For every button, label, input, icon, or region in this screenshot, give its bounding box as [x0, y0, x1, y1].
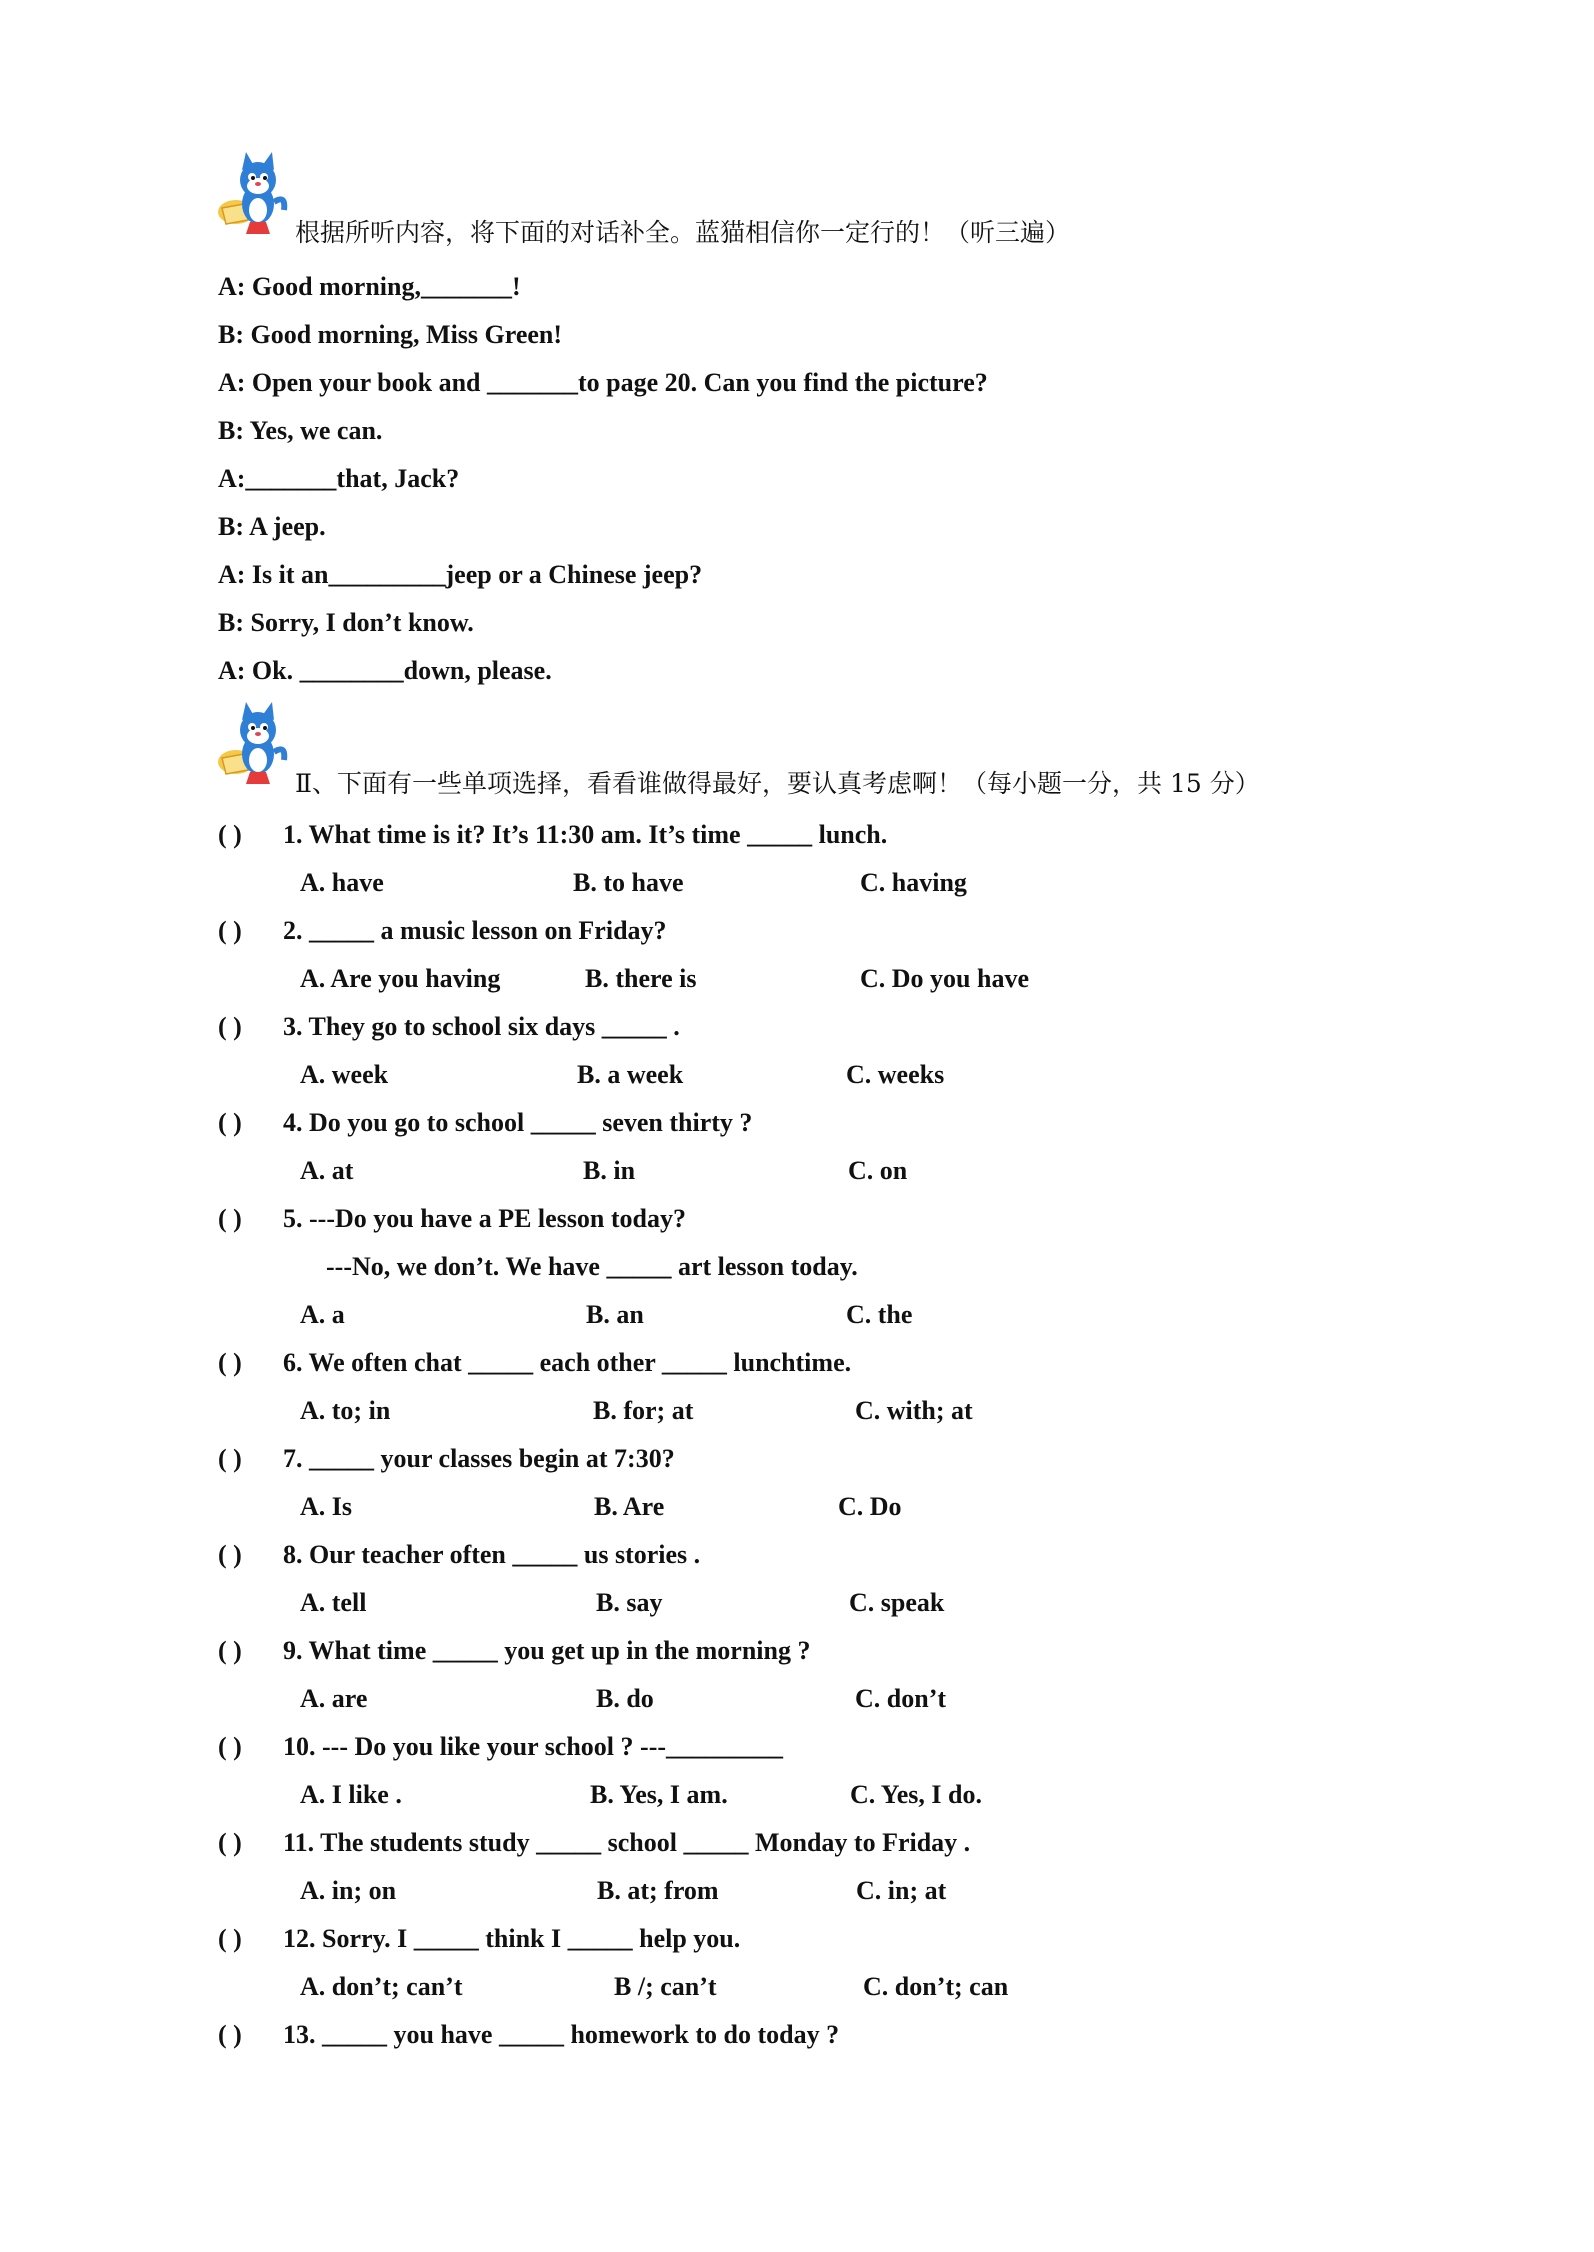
option-b: B. Yes, I am.	[590, 1780, 728, 1809]
dialogue-line: B: Good morning, Miss Green!	[218, 320, 563, 349]
answer-paren: ( )	[218, 1540, 242, 1569]
question-text: 6. We often chat _____ each other _____ lunchtime.	[283, 1348, 852, 1377]
question-text: 13. _____ you have _____ homework to do today ?	[283, 2020, 840, 2049]
answer-paren: ( )	[218, 1924, 242, 1953]
question-text: 4. Do you go to school _____ seven thirty ?	[283, 1108, 753, 1137]
option-c: C. on	[848, 1156, 908, 1185]
question-text: 2. _____ a music lesson on Friday?	[283, 916, 667, 945]
option-a: A. at	[300, 1156, 354, 1185]
answer-paren: ( )	[218, 1828, 242, 1857]
dialogue-line: A: Is it an_________jeep or a Chinese jeep?	[218, 560, 703, 589]
answer-paren: ( )	[218, 1732, 242, 1761]
option-b: B. a week	[577, 1060, 684, 1089]
question-text: 12. Sorry. I _____ think I _____ help you.	[283, 1924, 741, 1953]
answer-paren: ( )	[218, 1636, 242, 1665]
option-a: A. a	[300, 1300, 345, 1329]
question-text: 9. What time _____ you get up in the morning ?	[283, 1636, 811, 1665]
dialogue-line: A: Good morning,_______!	[218, 272, 521, 301]
option-c: C. Yes, I do.	[850, 1780, 982, 1809]
question-text: 5. ---Do you have a PE lesson today?	[283, 1204, 687, 1233]
option-b: B. Are	[594, 1492, 665, 1521]
answer-paren: ( )	[218, 916, 242, 945]
option-b: B. to have	[573, 868, 684, 897]
question-text: 3. They go to school six days _____ .	[283, 1012, 680, 1041]
option-c: C. having	[860, 868, 967, 897]
option-a: A. have	[300, 868, 384, 897]
option-a: A. don’t; can’t	[300, 1972, 463, 2001]
question-subline: ---No, we don’t. We have _____ art lesson today.	[326, 1252, 858, 1281]
option-a: A. to; in	[300, 1396, 391, 1425]
option-a: A. I like .	[300, 1780, 402, 1809]
question-text: 8. Our teacher often _____ us stories .	[283, 1540, 701, 1569]
answer-paren: ( )	[218, 1348, 242, 1377]
option-b: B. for; at	[593, 1396, 694, 1425]
option-c: C. Do you have	[860, 964, 1030, 993]
option-a: A. in; on	[300, 1876, 397, 1905]
dialogue-line: B: Yes, we can.	[218, 416, 383, 445]
dialogue-line: B: Sorry, I don’t know.	[218, 608, 474, 637]
option-c: C. speak	[849, 1588, 945, 1617]
blue-cat-mascot-icon	[214, 150, 290, 236]
section2-instruction: Ⅱ、下面有一些单项选择，看看谁做得最好，要认真考虑啊！（每小题一分，共 15 分）	[295, 769, 1260, 798]
option-b: B. an	[586, 1300, 644, 1329]
option-a: A. tell	[300, 1588, 367, 1617]
question-text: 11. The students study _____ school _____ Monday to Friday .	[283, 1828, 971, 1857]
option-c: C. with; at	[855, 1396, 973, 1425]
blue-cat-mascot-icon	[214, 700, 290, 786]
option-c: C. weeks	[846, 1060, 945, 1089]
option-c: C. in; at	[856, 1876, 947, 1905]
option-a: A. are	[300, 1684, 368, 1713]
answer-paren: ( )	[218, 1012, 242, 1041]
option-a: A. Are you having	[300, 964, 501, 993]
question-text: 7. _____ your classes begin at 7:30?	[283, 1444, 675, 1473]
option-b: B. there is	[585, 964, 697, 993]
dialogue-line: A:_______that, Jack?	[218, 464, 460, 493]
option-a: A. week	[300, 1060, 389, 1089]
dialogue-line: A: Open your book and _______to page 20. Can you find the picture?	[218, 368, 988, 397]
option-b: B. say	[596, 1588, 663, 1617]
answer-paren: ( )	[218, 1204, 242, 1233]
dialogue-line: B: A jeep.	[218, 512, 326, 541]
option-c: C. don’t; can	[863, 1972, 1009, 2001]
option-b: B. do	[596, 1684, 654, 1713]
answer-paren: ( )	[218, 1444, 242, 1473]
option-b: B. in	[583, 1156, 636, 1185]
question-text: 1. What time is it? It’s 11:30 am. It’s time _____ lunch.	[283, 820, 888, 849]
answer-paren: ( )	[218, 1108, 242, 1137]
dialogue-line: A: Ok. ________down, please.	[218, 656, 552, 685]
answer-paren: ( )	[218, 2020, 242, 2049]
option-a: A. Is	[300, 1492, 353, 1521]
option-c: C. don’t	[855, 1684, 947, 1713]
section1-instruction: 根据所听内容，将下面的对话补全。蓝猫相信你一定行的！（听三遍）	[295, 218, 1071, 247]
option-c: C. Do	[838, 1492, 902, 1521]
option-b: B. at; from	[597, 1876, 719, 1905]
option-b: B /; can’t	[614, 1972, 717, 2001]
option-c: C. the	[846, 1300, 913, 1329]
question-text: 10. --- Do you like your school ? ---_________	[283, 1732, 784, 1761]
answer-paren: ( )	[218, 820, 242, 849]
